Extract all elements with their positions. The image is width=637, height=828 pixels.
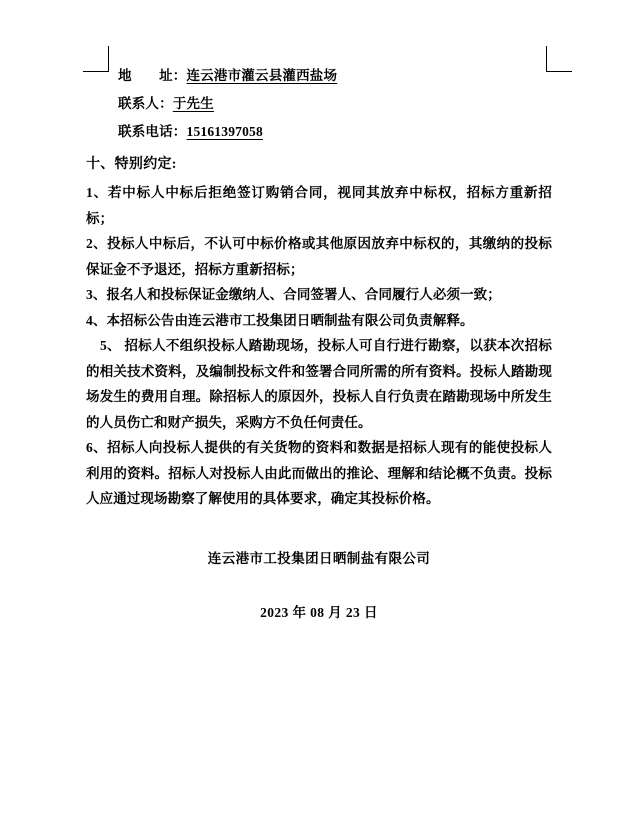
- clause-3: 3、报名人和投标保证金缴纳人、合同签署人、合同履行人必须一致；: [86, 287, 501, 302]
- contact-address-line: [86, 62, 552, 90]
- company-signature: 连云港市工投集团日晒制盐有限公司: [207, 550, 431, 566]
- contact-person-value: 于先生: [172, 96, 214, 111]
- section-title-special-terms: 十、特别约定:: [86, 157, 177, 172]
- contact-phone-label: 联系电话：: [118, 124, 187, 139]
- clause-5: 5、 招标人不组织投标人踏勘现场，投标人可自行进行勘察，以获本次招标的相关技术资料，及编制投标文件和签署合同所需的所有资料。投标人踏勘现场发生的费用自理。除招标人的原因外，投标人自行负责在踏勘现场中所发生的人员伤亡和财产损失，采购方不负任何责任。: [86, 338, 552, 430]
- contact-address-label: 地 址：: [118, 68, 187, 83]
- contact-phone-value: 15161397058: [186, 124, 263, 139]
- document-date: 2023 年 08 月 23 日: [260, 604, 378, 620]
- contact-block: [86, 62, 552, 146]
- contact-address-value: 连云港市灌云县灌西盐场: [186, 68, 338, 83]
- clause-2: 2、投标人中标后，不认可中标价格或其他原因放弃中标权的，其缴纳的投标保证金不予退还，招标方重新招标；: [86, 236, 552, 277]
- contact-person-line: [86, 90, 552, 118]
- contact-phone-line: [86, 118, 552, 146]
- document-body: [86, 62, 552, 626]
- clause-1: 1、若中标人中标后拒绝签订购销合同，视同其放弃中标权，招标方重新招标；: [86, 185, 552, 226]
- contact-person-label: 联系人：: [118, 96, 173, 111]
- clause-6: 6、招标人向投标人提供的有关货物的资料和数据是招标人现有的能使投标人利用的资料。招标人对投标人由此而做出的推论、理解和结论概不负责。投标人应通过现场勘察了解使用的具体要求，确定其投标价格。: [86, 440, 552, 506]
- clause-4: 4、本招标公告由连云港市工投集团日晒制盐有限公司负责解释。: [86, 312, 474, 328]
